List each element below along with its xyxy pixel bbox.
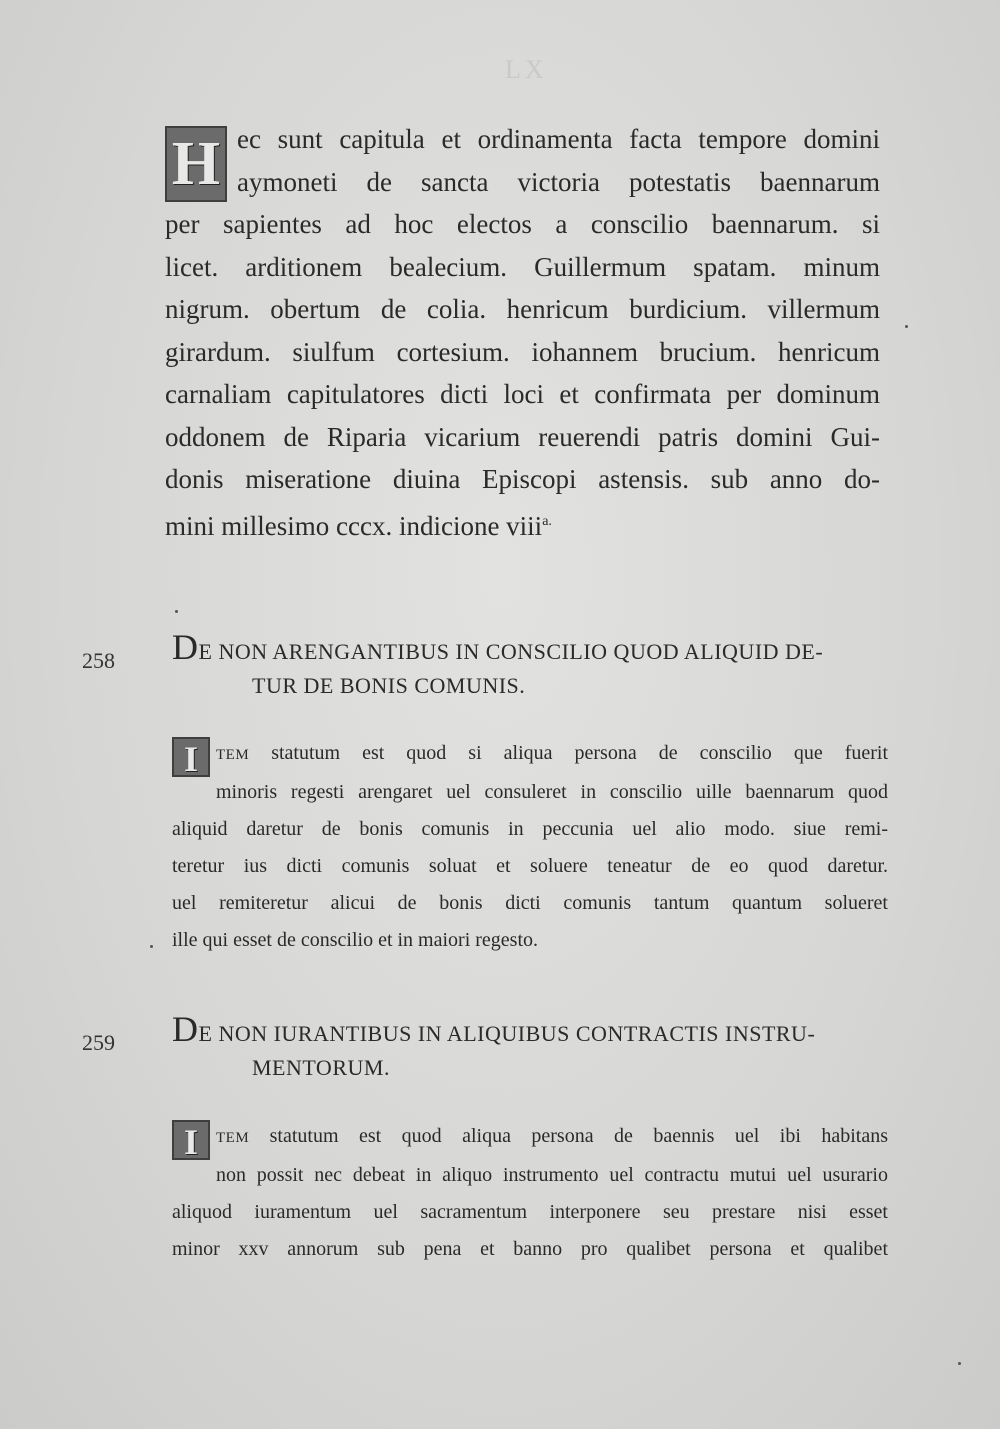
intro-line: per sapientes ad hoc electos a conscilio baennarum. si [165, 209, 880, 239]
intro-line: aymoneti de sancta victoria potestatis baennarum [237, 166, 880, 197]
section-number: 258 [82, 648, 115, 673]
decorated-initial-i-icon: I [172, 1120, 210, 1160]
body-line: ille qui esset de conscilio et in maiori regesto. [172, 929, 539, 951]
body-line: minor xxv annorum sub pena et banno pro qualibet persona et qualibet [172, 1238, 888, 1260]
paper-speck [150, 945, 153, 948]
heading-line: TUR DE BONIS COMUNIS. [252, 673, 526, 698]
heading-text: E NON IURANTIBUS IN ALIQUIBUS CONTRACTIS INSTRU- [198, 1021, 816, 1046]
intro-line: licet. arditionem bealecium. Guillermum spatam. minum [165, 251, 880, 282]
decorated-initial-i-icon: I [172, 737, 210, 777]
body-line [172, 735, 888, 774]
section-heading [172, 1009, 882, 1085]
section-body [172, 735, 888, 959]
heading-text: E NON ARENGANTIBUS IN CONSCILIO QUOD ALIQUID DE- [198, 639, 824, 664]
body-line [172, 1118, 888, 1157]
intro-line: carnaliam capitulatores dicti loci et confirmata per dominum [165, 379, 880, 409]
intro-line: nigrum. obertum de colia. henricum burdicium. villermum [165, 294, 880, 324]
heading-line: MENTORUM. [252, 1055, 390, 1080]
section-heading [172, 627, 882, 703]
first-word: TEM [216, 1130, 250, 1146]
paper-speck [958, 1362, 961, 1365]
heading-initial: D [172, 627, 199, 667]
section-number: 259 [82, 1030, 115, 1055]
intro-line: girardum. siulfum cortesium. iohannem brucium. henricum [165, 336, 880, 367]
heading-initial: D [172, 1009, 199, 1049]
body-line: aliquid daretur de bonis comunis in peccunia uel alio modo. siue remi- [172, 818, 888, 840]
paper-speck [175, 610, 178, 613]
section-body [172, 1118, 888, 1268]
intro-last-text: mini millesimo cccx. indicione viii [165, 510, 543, 541]
decorated-initial-h-icon: H [165, 126, 227, 202]
body-line-text: statutum est quod si aliqua persona de conscilio que fuerit [271, 742, 889, 764]
body-line: teretur ius dicti comunis soluat et soluere teneatur de eo quod daretur. [172, 855, 888, 877]
intro-paragraph [165, 118, 880, 547]
intro-line: donis miseratione diuina Episcopi astensis. sub anno do- [165, 464, 880, 494]
paper-speck [905, 325, 908, 328]
intro-line: ec sunt capitula et ordinamenta facta tempore domini [237, 124, 880, 154]
body-line: minoris regesti arengaret uel consuleret in conscilio uille baennarum quod [216, 781, 888, 803]
body-line: aliquod iuramentum uel sacramentum interponere seu prestare nisi esset [172, 1201, 888, 1223]
heading-line [172, 627, 824, 667]
intro-line [165, 501, 880, 548]
bleed-through-page-number: LX [505, 55, 548, 84]
first-word: TEM [216, 747, 250, 763]
intro-line: oddonem de Riparia vicarium reuerendi patris domini Gui- [165, 421, 880, 452]
body-line: non possit nec debeat in aliquo instrumento uel contractu mutui uel usurario [216, 1164, 888, 1186]
body-line-text: statutum est quod aliqua persona de baennis uel ibi habitans [269, 1125, 888, 1147]
heading-line [172, 1009, 816, 1049]
body-line: uel remiteretur alicui de bonis dicti comunis tantum quantum solueret [172, 892, 888, 914]
intro-superscript: a. [542, 513, 552, 529]
